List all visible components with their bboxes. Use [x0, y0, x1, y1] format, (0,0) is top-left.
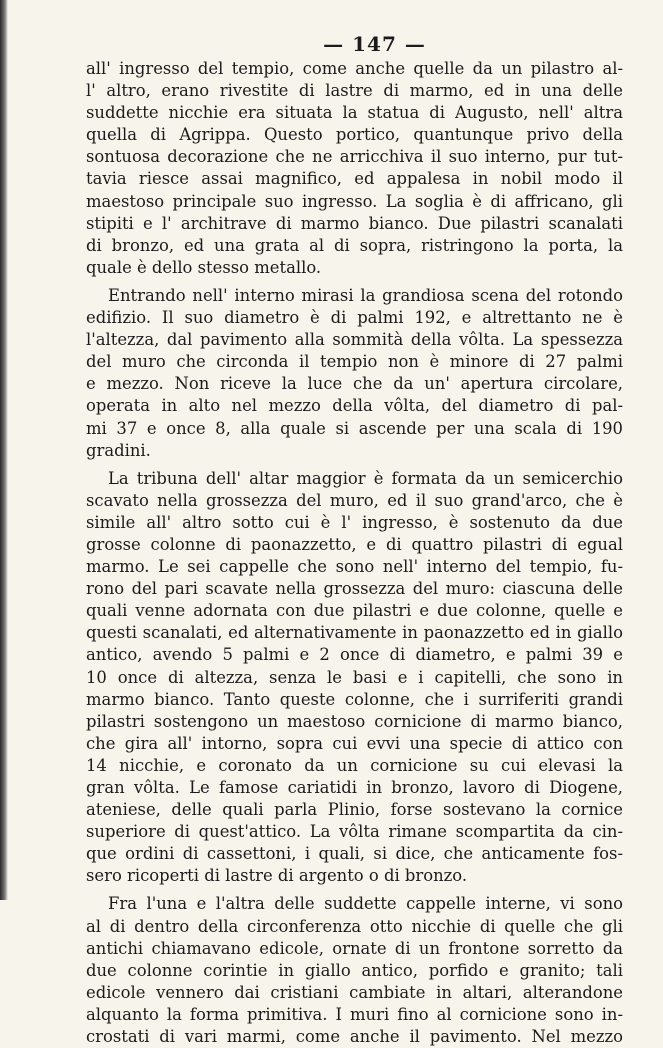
text-line: rono del pari scavate nella grossezza del muro: ciascuna delle	[86, 579, 623, 599]
page-number-header: — 147 —	[323, 32, 426, 56]
paragraph-1	[86, 58, 623, 279]
text-line: alquanto la forma primitiva. I muri fino al cornicione sono in-	[86, 1004, 623, 1024]
text-line: sero ricoperti di lastre di argento o di bronzo.	[86, 866, 468, 886]
text-line: mi 37 e once 8, alla quale si ascende per una scala di 190	[86, 418, 623, 438]
text-line: al di dentro della circonferenza otto nicchie di quelle che gli	[86, 916, 623, 936]
page-binding-edge	[0, 0, 8, 900]
text-line: gran vôlta. Le famose cariatidi in bronzo, lavoro di Diogene,	[86, 778, 623, 797]
text-line: che gira all' intorno, sopra cui evvi una specie di attico con	[86, 733, 623, 753]
text-line: suddette nicchie era situata la statua di Augusto, nell' altra	[86, 103, 623, 123]
text-line: edifizio. Il suo diametro è di palmi 192, e altrettanto ne è	[86, 308, 623, 328]
text-line: questi scanalati, ed alternativamente in paonazzetto ed in giallo	[86, 623, 623, 643]
text-line: gradini.	[86, 440, 151, 460]
text-line: tavia riesce assai magnifico, ed appalesa in nobil modo il	[86, 169, 623, 189]
text-line: grosse colonne di paonazzetto, e di quattro pilastri di egual	[86, 534, 623, 554]
paragraph-4	[86, 893, 623, 1048]
text-line: antichi chiamavano edicole, ornate di un frontone sorretto da	[86, 938, 623, 958]
text-line: 10 once di altezza, senza le basi e i capitelli, che sono in	[86, 667, 623, 687]
text-line: La tribuna dell' altar maggior è formata da un semicerchio	[108, 468, 623, 488]
text-line: crostati di vari marmi, come anche il pavimento. Nel mezzo	[86, 1027, 623, 1047]
text-line: ateniese, delle quali parla Plinio, forse sostevano la cornice	[86, 800, 623, 820]
text-line: marmo. Le sei cappelle che sono nell' interno del tempio, fu-	[86, 557, 623, 577]
text-line: del muro che circonda il tempio non è minore di 27 palmi	[86, 352, 623, 372]
text-line: 14 nicchie, e coronato da un cornicione su cui elevasi la	[86, 755, 623, 775]
text-line: quella di Agrippa. Questo portico, quantunque privo della	[86, 125, 623, 145]
text-line: antico, avendo 5 palmi e 2 once di diametro, e palmi 39 e	[86, 645, 623, 665]
text-line: stipiti e l' architrave di marmo bianco. Due pilastri scanalati	[86, 213, 623, 233]
text-line: superiore di quest'attico. La vôlta rimane scompartita da cin-	[86, 822, 623, 842]
text-line: simile all' altro sotto cui è l' ingresso, è sostenuto da due	[86, 512, 623, 532]
text-line: l' altro, erano rivestite di lastre di marmo, ed in una delle	[86, 81, 623, 101]
text-line: sontuosa decorazione che ne arricchiva il suo interno, pur tut-	[86, 147, 623, 167]
text-line: Entrando nell' interno mirasi la grandiosa scena del rotondo	[108, 285, 623, 305]
text-line: edicole vennero dai cristiani cambiate in altari, alterandone	[86, 982, 623, 1002]
text-line: que ordini di cassettoni, i quali, si dice, che anticamente fos-	[86, 844, 623, 864]
text-line: l'altezza, dal pavimento alla sommità della vôlta. La spessezza	[86, 330, 623, 350]
text-line: quali venne adornata con due pilastri e due colonne, quelle e	[86, 601, 623, 621]
text-line: di bronzo, ed una grata al di sopra, ristringono la porta, la	[86, 235, 623, 255]
paragraph-2	[86, 285, 623, 462]
text-line: marmo bianco. Tanto queste colonne, che i surriferiti grandi	[86, 689, 623, 709]
text-line: operata in alto nel mezzo della vôlta, del diametro di pal-	[86, 396, 623, 416]
text-line: scavato nella grossezza del muro, ed il suo grand'arco, che è	[86, 490, 623, 510]
text-line: e mezzo. Non riceve la luce che da un' apertura circolare,	[86, 374, 623, 394]
text-line: quale è dello stesso metallo.	[86, 257, 322, 277]
text-line: all' ingresso del tempio, come anche quelle da un pilastro al-	[86, 59, 623, 78]
text-line: Fra l'una e l'altra delle suddette cappelle interne, vi sono	[108, 894, 623, 914]
text-line: pilastri sostengono un maestoso cornicione di marmo bianco,	[86, 711, 623, 731]
text-line: maestoso principale suo ingresso. La soglia è di affricano, gli	[86, 191, 623, 211]
paragraph-3	[86, 468, 623, 888]
text-line: due colonne corintie in giallo antico, porfido e granito; tali	[86, 960, 623, 980]
